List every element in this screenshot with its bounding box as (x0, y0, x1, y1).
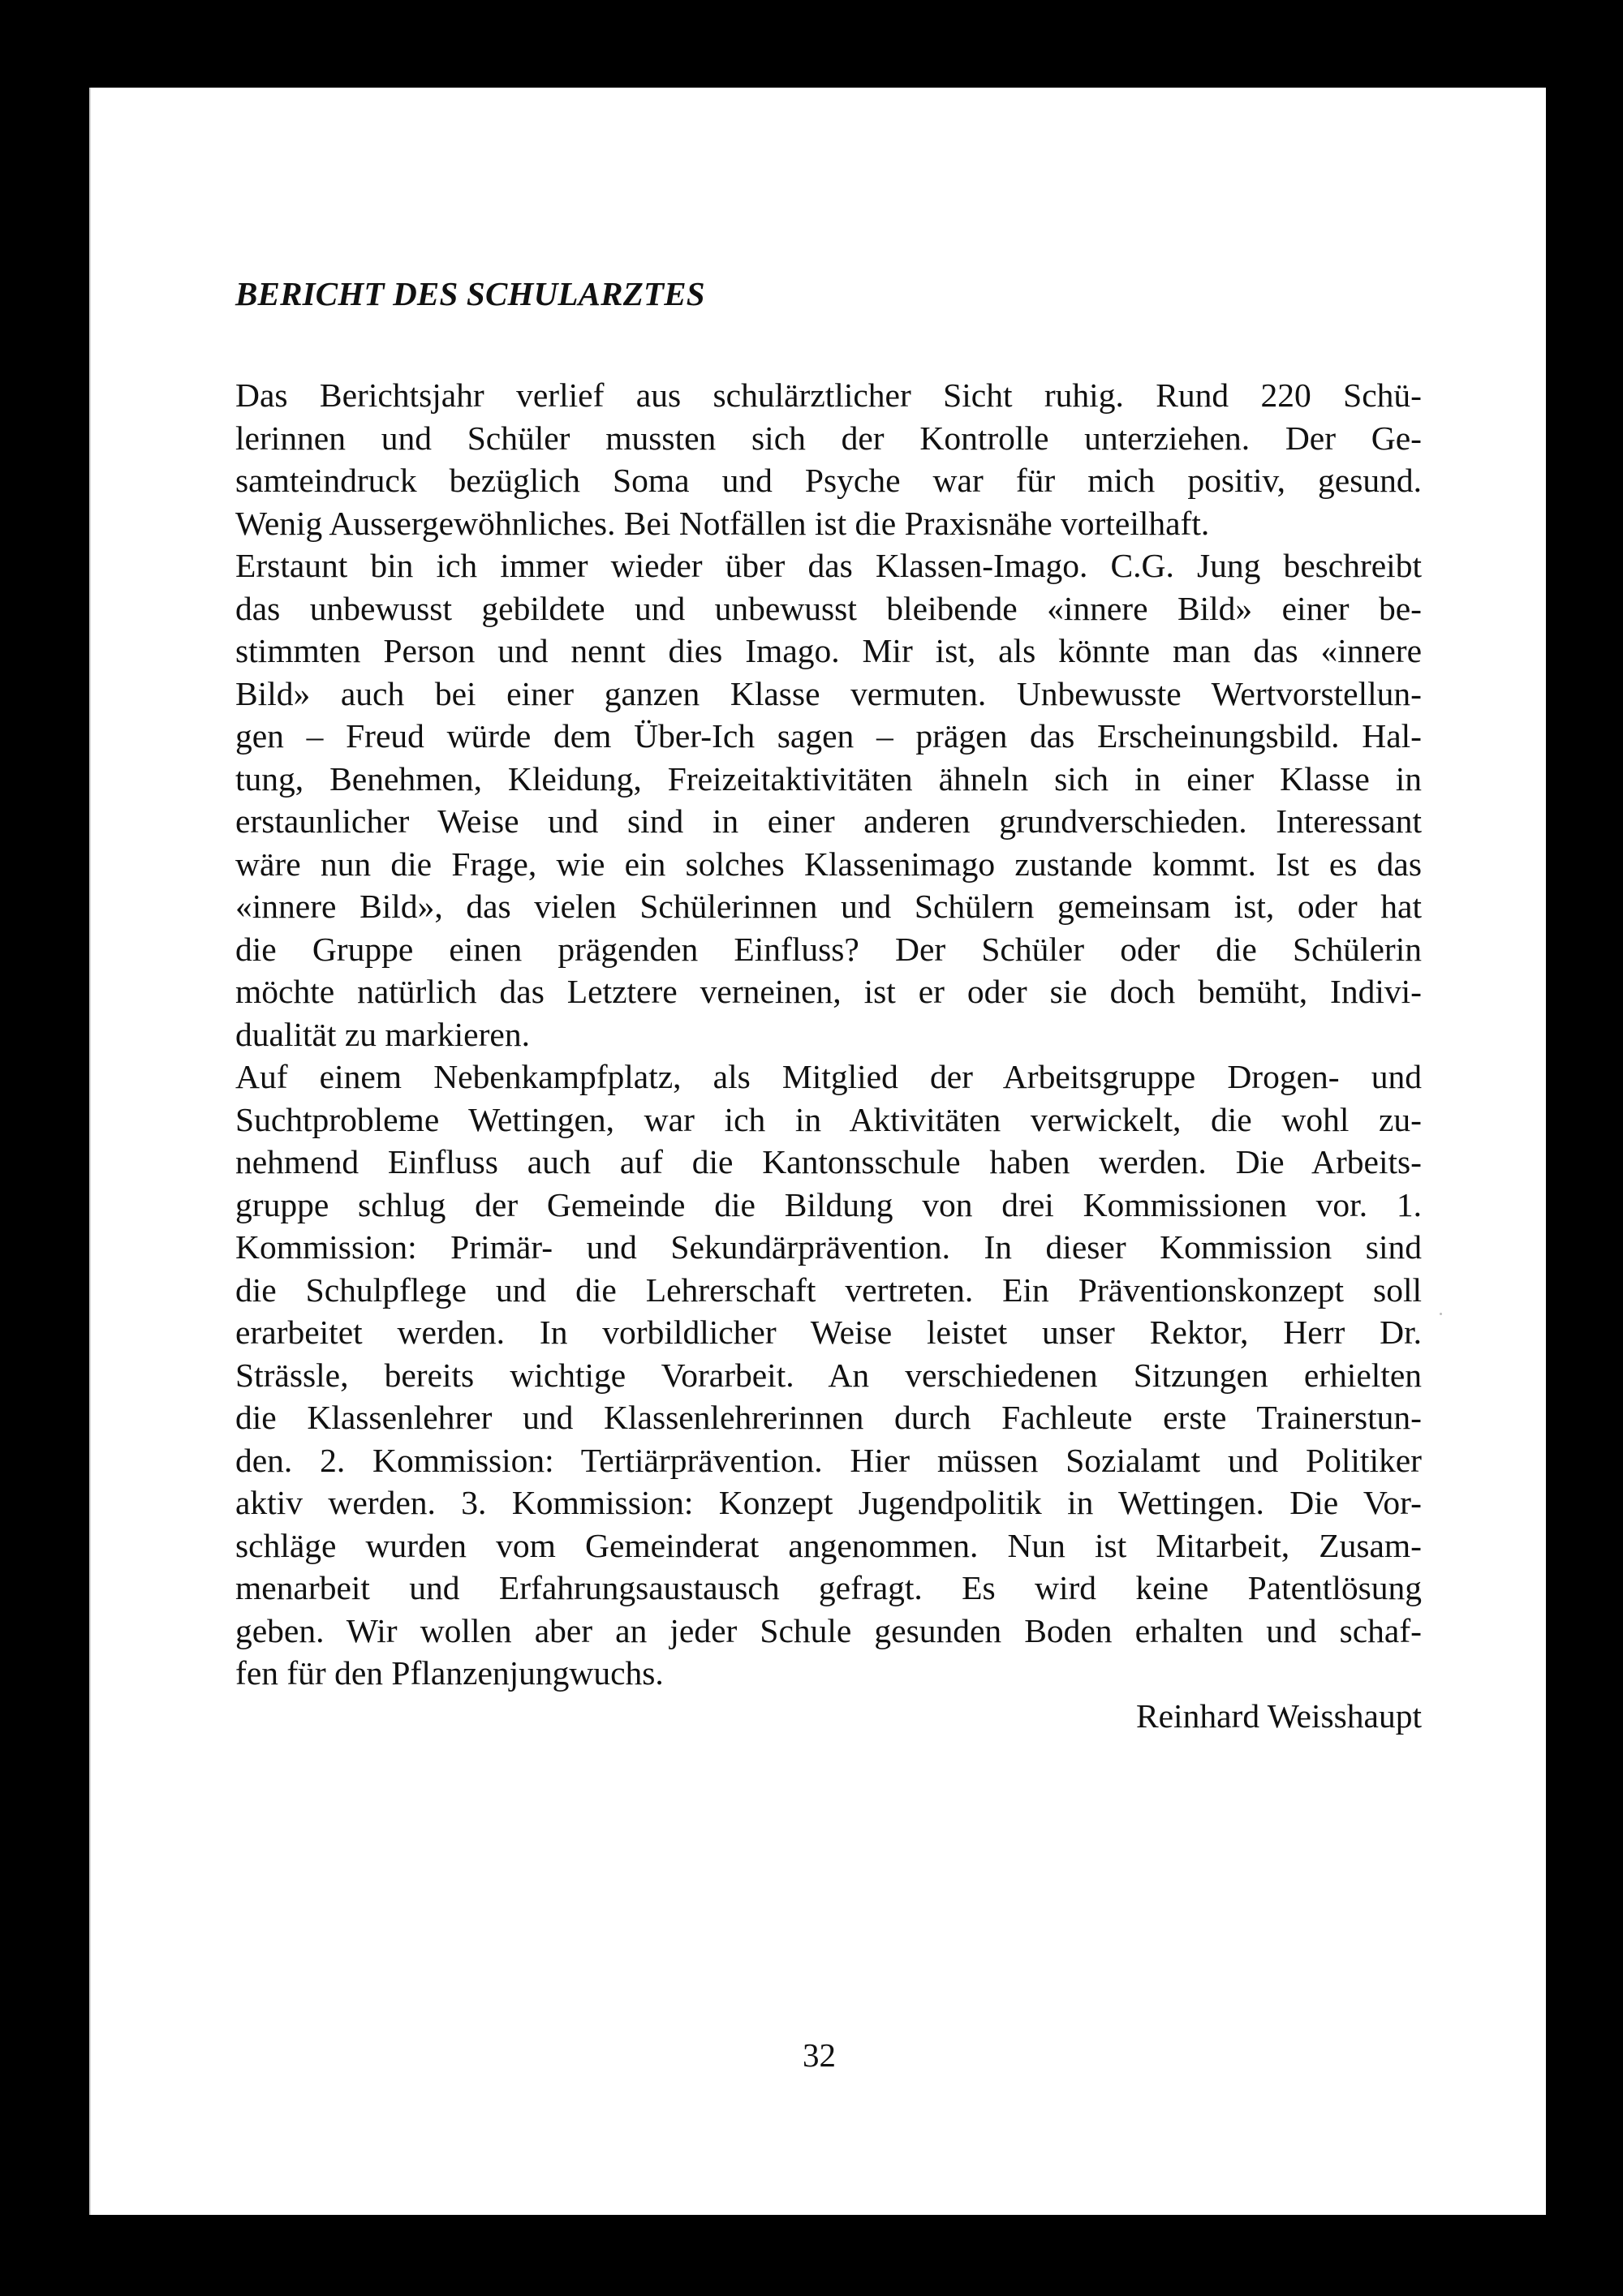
text-line: die Schulpflege und die Lehrerschaft vertreten. Ein Präventionskonzept soll (235, 1271, 1422, 1309)
text-line: die Gruppe einen prägenden Einfluss? Der Schüler oder die Schülerin (235, 930, 1422, 968)
text-line: nehmend Einfluss auch auf die Kantonsschule haben werden. Die Arbeits- (235, 1143, 1422, 1180)
text-line: schläge wurden vom Gemeinderat angenommen. Nun ist Mitarbeit, Zusam- (235, 1526, 1422, 1564)
text-line: samteindruck bezüglich Soma und Psyche war für mich positiv, gesund. (235, 462, 1422, 499)
text-line: geben. Wir wollen aber an jeder Schule gesunden Boden erhalten und schaf- (235, 1611, 1422, 1649)
paragraph-2 (235, 1056, 1422, 1695)
text-line: gruppe schlug der Gemeinde die Bildung von drei Kommissionen vor. 1. (235, 1185, 1422, 1223)
text-line: wäre nun die Frage, wie ein solches Klassenimago zustande kommt. Ist es das (235, 845, 1422, 883)
text-line: möchte natürlich das Letztere verneinen, ist er oder sie doch bemüht, Indivi- (235, 973, 1422, 1010)
document-page (89, 88, 1546, 2215)
page-number: 32 (803, 2036, 836, 2074)
text-line: Erstaunt bin ich immer wieder über das Klassen-Imago. C.G. Jung beschreibt (235, 547, 1422, 584)
author-signature: Reinhard Weisshaupt (1135, 1696, 1422, 1735)
text-line: Kommission: Primär- und Sekundärprävention. In dieser Kommission sind (235, 1228, 1422, 1266)
text-line: Strässle, bereits wichtige Vorarbeit. An verschiedenen Sitzungen erhielten (235, 1356, 1422, 1394)
text-line: tung, Benehmen, Kleidung, Freizeitaktivitäten ähneln sich in einer Klasse in (235, 759, 1422, 798)
text-line: menarbeit und Erfahrungsaustausch gefragt. Es wird keine Patentlösung (235, 1569, 1422, 1606)
text-line: lerinnen und Schüler mussten sich der Kontrolle unterziehen. Der Ge- (235, 419, 1422, 457)
text-line: fen für den Pflanzenjungwuchs. (235, 1654, 664, 1692)
article (235, 270, 1422, 1737)
text-line: den. 2. Kommission: Tertiärprävention. Hier müssen Sozialamt und Politiker (235, 1441, 1422, 1479)
scan-speck (1440, 1313, 1442, 1315)
text-line: erstaunlicher Weise und sind in einer anderen grundverschieden. Interessant (235, 802, 1422, 840)
text-line: aktiv werden. 3. Kommission: Konzept Jugendpolitik in Wettingen. Die Vor- (235, 1484, 1422, 1521)
text-line: Suchtprobleme Wettingen, war ich in Aktivitäten verwickelt, die wohl zu- (235, 1100, 1422, 1138)
text-line: gen – Freud würde dem Über-Ich sagen – prägen das Erscheinungsbild. Hal- (235, 717, 1422, 755)
text-line: das unbewusst gebildete und unbewusst bleibende «innere Bild» einer be- (235, 589, 1422, 627)
text-line: «innere Bild», das vielen Schülerinnen und Schülern gemeinsam ist, oder hat (235, 888, 1422, 925)
paragraph-1 (235, 374, 1422, 1056)
text-line: dualität zu markieren. (235, 1015, 530, 1053)
text-line: erarbeitet werden. In vorbildlicher Weise leistet unser Rektor, Herr Dr. (235, 1314, 1422, 1351)
text-line: Das Berichtsjahr verlief aus schulärztlicher Sicht ruhig. Rund 220 Schü- (235, 376, 1422, 414)
text-line: Bild» auch bei einer ganzen Klasse vermuten. Unbewusste Wertvorstellun- (235, 674, 1422, 712)
article-heading: BERICHT DES SCHULARZTES (235, 275, 705, 312)
text-line: stimmten Person und nennt dies Imago. Mir ist, als könnte man das «innere (235, 632, 1422, 669)
text-line: Wenig Aussergewöhnliches. Bei Notfällen ist die Praxisnähe vorteilhaft. (235, 504, 1210, 542)
text-line: die Klassenlehrer und Klassenlehrerinnen durch Fachleute erste Trainerstun- (235, 1399, 1422, 1436)
text-line: Auf einem Nebenkampfplatz, als Mitglied der Arbeitsgruppe Drogen- und (235, 1058, 1422, 1095)
